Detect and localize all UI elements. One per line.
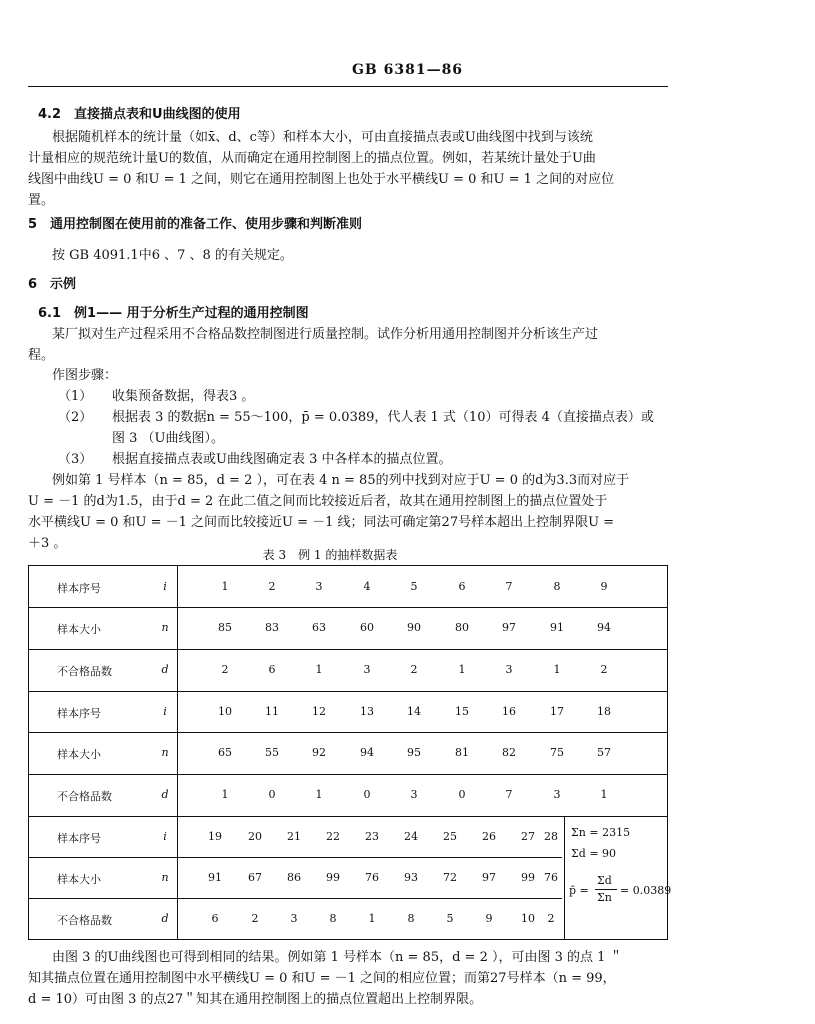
conclusion-line-2: 知其描点位置在通用控制图中水平横线U = 0 和U = －1 之间的相应位置；而第27号样本（n = 99， bbox=[28, 971, 616, 986]
example-line-4: ＋3 。 bbox=[28, 536, 67, 551]
table-cell: 12 bbox=[312, 704, 326, 718]
table-cell: 60 bbox=[360, 620, 374, 634]
table-cell: 81 bbox=[455, 745, 469, 759]
row-symbol: n bbox=[161, 870, 169, 884]
pbar-label: p̄ = bbox=[569, 884, 589, 897]
table-cell: 3 bbox=[505, 662, 513, 676]
example-line-3: 水平横线U = 0 和U = －1 之间而比较接近U = －1 线；同法可确定第27号样本超出上控制界限U = bbox=[28, 515, 615, 530]
table-cell: 14 bbox=[407, 704, 421, 718]
table-cell: 2 bbox=[221, 662, 229, 676]
table-cell: 75 bbox=[550, 745, 564, 759]
table-cell: 18 bbox=[597, 704, 611, 718]
row-divider bbox=[29, 857, 562, 858]
table-cell: 85 bbox=[218, 620, 232, 634]
row-symbol: d bbox=[161, 911, 169, 925]
table-cell: 16 bbox=[502, 704, 516, 718]
step-2-num: （2） bbox=[58, 410, 93, 425]
row-label: 样本序号 bbox=[57, 581, 101, 595]
table-cell: 94 bbox=[597, 620, 611, 634]
table-cell: 10 bbox=[218, 704, 232, 718]
sum-d: Σd = 90 bbox=[571, 847, 617, 860]
table-cell: 55 bbox=[265, 745, 279, 759]
step-3-num: （3） bbox=[58, 452, 93, 467]
table-cell: 11 bbox=[265, 704, 279, 718]
s5-line: 按 GB 4091.1中6 、7 、8 的有关规定。 bbox=[52, 248, 293, 263]
row-symbol: i bbox=[163, 829, 167, 843]
row-label: 样本大小 bbox=[57, 747, 101, 761]
s42-line-3: 线图中曲线U = 0 和U = 1 之间，则它在通用控制图上也处于水平横线U = 0 和U = 1 之间的对应位 bbox=[28, 172, 615, 187]
table-cell: 15 bbox=[455, 704, 469, 718]
table-cell: 9 bbox=[600, 579, 608, 593]
s42-line-1: 根据随机样本的统计量（如x̄、d、c等）和样本大小，可由直接描点表或U曲线图中找到与该统 bbox=[52, 130, 593, 145]
row-divider bbox=[29, 774, 667, 775]
table-cell: 23 bbox=[365, 829, 379, 843]
row-divider bbox=[29, 732, 667, 733]
sample-data-table bbox=[28, 565, 672, 940]
table-cell: 3 bbox=[290, 911, 298, 925]
table-cell: 3 bbox=[553, 787, 561, 801]
table-cell: 7 bbox=[505, 787, 513, 801]
table-cell: 0 bbox=[268, 787, 276, 801]
row-divider bbox=[29, 649, 667, 650]
table-cell: 99 bbox=[521, 870, 535, 884]
row-label: 样本序号 bbox=[57, 706, 101, 720]
table-cell: 2 bbox=[547, 911, 555, 925]
table-cell: 1 bbox=[221, 787, 229, 801]
row-label: 不合格品数 bbox=[57, 913, 112, 927]
step-2-text: 根据表 3 的数据n = 55～100，p̄ = 0.0389，代人表 1 式（10）可得表 4（直接描点表）或 bbox=[112, 410, 654, 425]
pbar-value: = 0.0389 bbox=[620, 884, 672, 897]
table-cell: 6 bbox=[211, 911, 219, 925]
table-cell: 0 bbox=[458, 787, 466, 801]
s61-intro-2: 程。 bbox=[28, 348, 55, 363]
s42-line-4: 置。 bbox=[28, 193, 55, 208]
table-cell: 7 bbox=[505, 579, 513, 593]
table-cell: 93 bbox=[404, 870, 418, 884]
table-cell: 2 bbox=[251, 911, 259, 925]
table-cell: 90 bbox=[407, 620, 421, 634]
step-3-text: 根据直接描点表或U曲线图确定表 3 中各样本的描点位置。 bbox=[112, 452, 452, 467]
table-cell: 26 bbox=[482, 829, 496, 843]
section-5-title: 5 通用控制图在使用前的准备工作、使用步骤和判断准则 bbox=[28, 217, 363, 232]
table-cell: 1 bbox=[553, 662, 561, 676]
table-cell: 95 bbox=[407, 745, 421, 759]
steps-title: 作图步骤： bbox=[52, 368, 118, 383]
table-cell: 63 bbox=[312, 620, 326, 634]
example-line-2: U = －1 的d为1.5，由于d = 2 在此二值之间而比较接近后者，故其在通用控制图上的描点位置处于 bbox=[28, 494, 608, 509]
table-cell: 91 bbox=[550, 620, 564, 634]
page-header: GB 6381—86 bbox=[351, 62, 464, 78]
row-symbol: i bbox=[163, 704, 167, 718]
step-2-text-cont: 图 3 （U曲线图）。 bbox=[112, 431, 224, 446]
table-cell: 57 bbox=[597, 745, 611, 759]
table-cell: 0 bbox=[363, 787, 371, 801]
table-cell: 3 bbox=[410, 787, 418, 801]
table-cell: 67 bbox=[248, 870, 262, 884]
table-cell: 94 bbox=[360, 745, 374, 759]
section-4-2-title: 4.2 直接描点表和U曲线图的使用 bbox=[38, 107, 241, 122]
table-cell: 5 bbox=[410, 579, 418, 593]
table-cell: 5 bbox=[446, 911, 454, 925]
table-cell: 8 bbox=[553, 579, 561, 593]
row-symbol: n bbox=[161, 745, 169, 759]
table-cell: 76 bbox=[544, 870, 558, 884]
pbar-numerator: Σd bbox=[597, 874, 612, 887]
table-cell: 6 bbox=[268, 662, 276, 676]
row-label: 不合格品数 bbox=[57, 664, 112, 678]
table-cell: 19 bbox=[208, 829, 222, 843]
table-label-divider bbox=[177, 566, 178, 939]
table-cell: 28 bbox=[544, 829, 558, 843]
table-cell: 91 bbox=[208, 870, 222, 884]
table-cell: 1 bbox=[221, 579, 229, 593]
row-label: 不合格品数 bbox=[57, 789, 112, 803]
table-cell: 21 bbox=[287, 829, 301, 843]
table-cell: 22 bbox=[326, 829, 340, 843]
row-symbol: d bbox=[161, 662, 169, 676]
table-cell: 10 bbox=[521, 911, 535, 925]
table-cell: 2 bbox=[268, 579, 276, 593]
row-symbol: d bbox=[161, 787, 169, 801]
table-sum-divider bbox=[564, 816, 565, 939]
row-label: 样本大小 bbox=[57, 622, 101, 636]
table-cell: 83 bbox=[265, 620, 279, 634]
table-cell: 13 bbox=[360, 704, 374, 718]
table-cell: 24 bbox=[404, 829, 418, 843]
table-cell: 65 bbox=[218, 745, 232, 759]
step-1-text: 收集预备数据，得表3 。 bbox=[112, 389, 255, 404]
table-cell: 72 bbox=[443, 870, 457, 884]
table-cell: 9 bbox=[485, 911, 493, 925]
row-label: 样本序号 bbox=[57, 831, 101, 845]
table-cell: 99 bbox=[326, 870, 340, 884]
table-cell: 17 bbox=[550, 704, 564, 718]
table-cell: 1 bbox=[458, 662, 466, 676]
table-cell: 76 bbox=[365, 870, 379, 884]
table-cell: 86 bbox=[287, 870, 301, 884]
table-cell: 20 bbox=[248, 829, 262, 843]
table-cell: 80 bbox=[455, 620, 469, 634]
table-cell: 82 bbox=[502, 745, 516, 759]
fraction-bar bbox=[595, 889, 617, 890]
table-cell: 6 bbox=[458, 579, 466, 593]
table-cell: 3 bbox=[363, 662, 371, 676]
example-line-1: 例如第 1 号样本（n = 85，d = 2 ），可在表 4 n = 85的列中找到对应于U = 0 的d为3.3而对应于 bbox=[52, 473, 630, 488]
table-cell: 1 bbox=[315, 662, 323, 676]
row-divider bbox=[29, 607, 667, 608]
s42-line-2: 计量相应的规范统计量U的数值，从而确定在通用控制图上的描点位置。例如，若某统计量处于U曲 bbox=[28, 151, 596, 166]
table-cell: 25 bbox=[443, 829, 457, 843]
row-label: 样本大小 bbox=[57, 872, 101, 886]
table-cell: 1 bbox=[600, 787, 608, 801]
row-symbol: n bbox=[161, 620, 169, 634]
table-cell: 1 bbox=[315, 787, 323, 801]
row-divider bbox=[29, 816, 667, 817]
sum-n: Σn = 2315 bbox=[571, 826, 631, 839]
table-cell: 2 bbox=[600, 662, 608, 676]
conclusion-line-3: d = 10）可由图 3 的点27＂知其在通用控制图上的描点位置超出上控制界限。 bbox=[28, 992, 483, 1007]
table-cell: 92 bbox=[312, 745, 326, 759]
conclusion-line-1: 由图 3 的U曲线图也可得到相同的结果。例如第 1 号样本（n = 85，d = 2 ），可由图 3 的点 1 ＂ bbox=[52, 950, 623, 965]
table-cell: 8 bbox=[329, 911, 337, 925]
section-6-title: 6 示例 bbox=[28, 277, 77, 292]
table-cell: 97 bbox=[482, 870, 496, 884]
table-cell: 2 bbox=[410, 662, 418, 676]
table-cell: 27 bbox=[521, 829, 535, 843]
s61-intro-1: 某厂拟对生产过程采用不合格品数控制图进行质量控制。试作分析用通用控制图并分析该生产过 bbox=[52, 327, 599, 342]
row-divider bbox=[29, 691, 667, 692]
row-divider bbox=[29, 898, 562, 899]
pbar-denominator: Σn bbox=[597, 891, 612, 904]
step-1-num: （1） bbox=[58, 389, 93, 404]
table-cell: 3 bbox=[315, 579, 323, 593]
table-cell: 4 bbox=[363, 579, 371, 593]
section-6-1-title: 6.1 例1—— 用于分析生产过程的通用控制图 bbox=[38, 306, 309, 321]
table-cell: 97 bbox=[502, 620, 516, 634]
row-symbol: i bbox=[163, 579, 167, 593]
table-cell: 8 bbox=[407, 911, 415, 925]
table-caption: 表 3 例 1 的抽样数据表 bbox=[262, 548, 398, 562]
header-rule bbox=[28, 86, 668, 87]
table-cell: 1 bbox=[368, 911, 376, 925]
